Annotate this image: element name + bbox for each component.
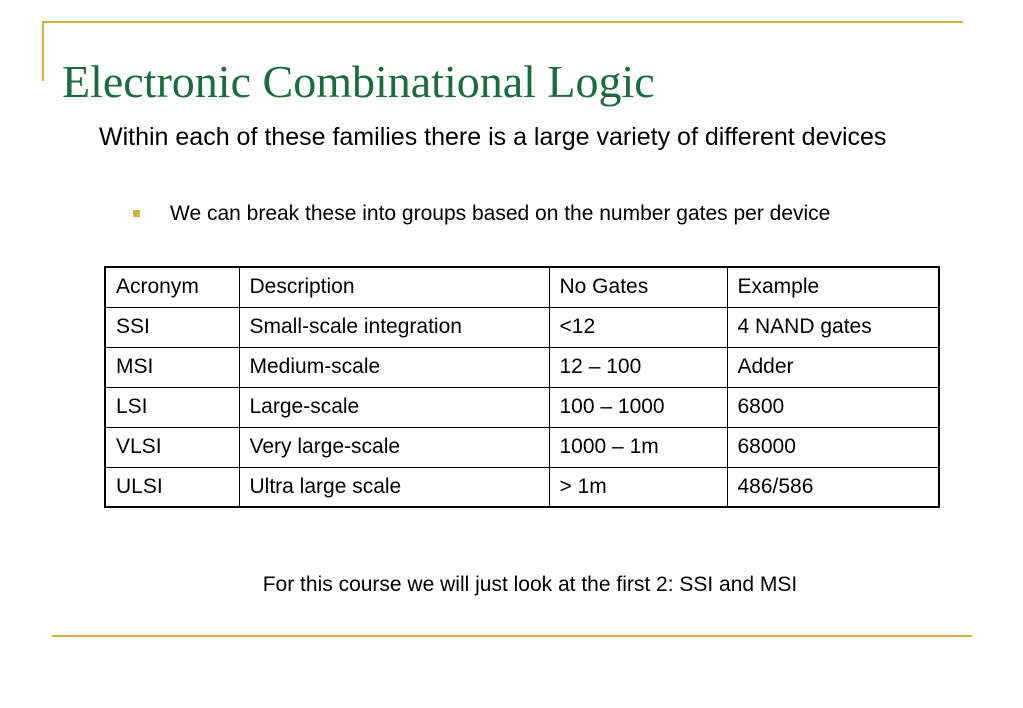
header-cell-acronym: Acronym: [105, 267, 239, 307]
table-row: [105, 307, 939, 347]
table-row: [105, 427, 939, 467]
table-cell-description: Medium-scale: [239, 347, 549, 387]
table-cell-no-gates: 12 – 100: [549, 347, 727, 387]
table-cell-no-gates: > 1m: [549, 467, 727, 507]
logic-families-table: [104, 266, 940, 508]
slide-title: Electronic Combinational Logic: [62, 56, 655, 107]
header-cell-example: Example: [727, 267, 939, 307]
table-row: [105, 467, 939, 507]
footer-note: For this course we will just look at the first 2: SSI and MSI: [262, 573, 798, 596]
table-cell-description: Small-scale integration: [239, 307, 549, 347]
sub-bullet: [133, 199, 943, 229]
header-cell-no-gates: No Gates: [549, 267, 727, 307]
sub-bullet-text: We can break these into groups based on the number gates per device: [170, 202, 831, 225]
table-cell-no-gates: <12: [549, 307, 727, 347]
table-cell-acronym: LSI: [105, 387, 239, 427]
bottom-decorative-rule: [52, 635, 972, 637]
main-bullet-text: Within each of these families there is a large variety of different devices: [99, 123, 887, 151]
left-decorative-rule: [42, 21, 44, 81]
table-cell-example: 486/586: [727, 467, 939, 507]
table-cell-example: 68000: [727, 427, 939, 467]
table-cell-description: Ultra large scale: [239, 467, 549, 507]
table-row: [105, 347, 939, 387]
table-cell-acronym: MSI: [105, 347, 239, 387]
square-bullet-icon: [133, 210, 140, 217]
table-cell-description: Very large-scale: [239, 427, 549, 467]
header-cell-description: Description: [239, 267, 549, 307]
table-row: [105, 387, 939, 427]
top-decorative-rule: [42, 21, 963, 23]
table-cell-example: 4 NAND gates: [727, 307, 939, 347]
table-cell-example: Adder: [727, 347, 939, 387]
table-cell-no-gates: 1000 – 1m: [549, 427, 727, 467]
table-header-row: [105, 267, 939, 307]
table-cell-description: Large-scale: [239, 387, 549, 427]
table-cell-acronym: ULSI: [105, 467, 239, 507]
table-cell-example: 6800: [727, 387, 939, 427]
table-cell-acronym: SSI: [105, 307, 239, 347]
table-cell-no-gates: 100 – 1000: [549, 387, 727, 427]
table-cell-acronym: VLSI: [105, 427, 239, 467]
